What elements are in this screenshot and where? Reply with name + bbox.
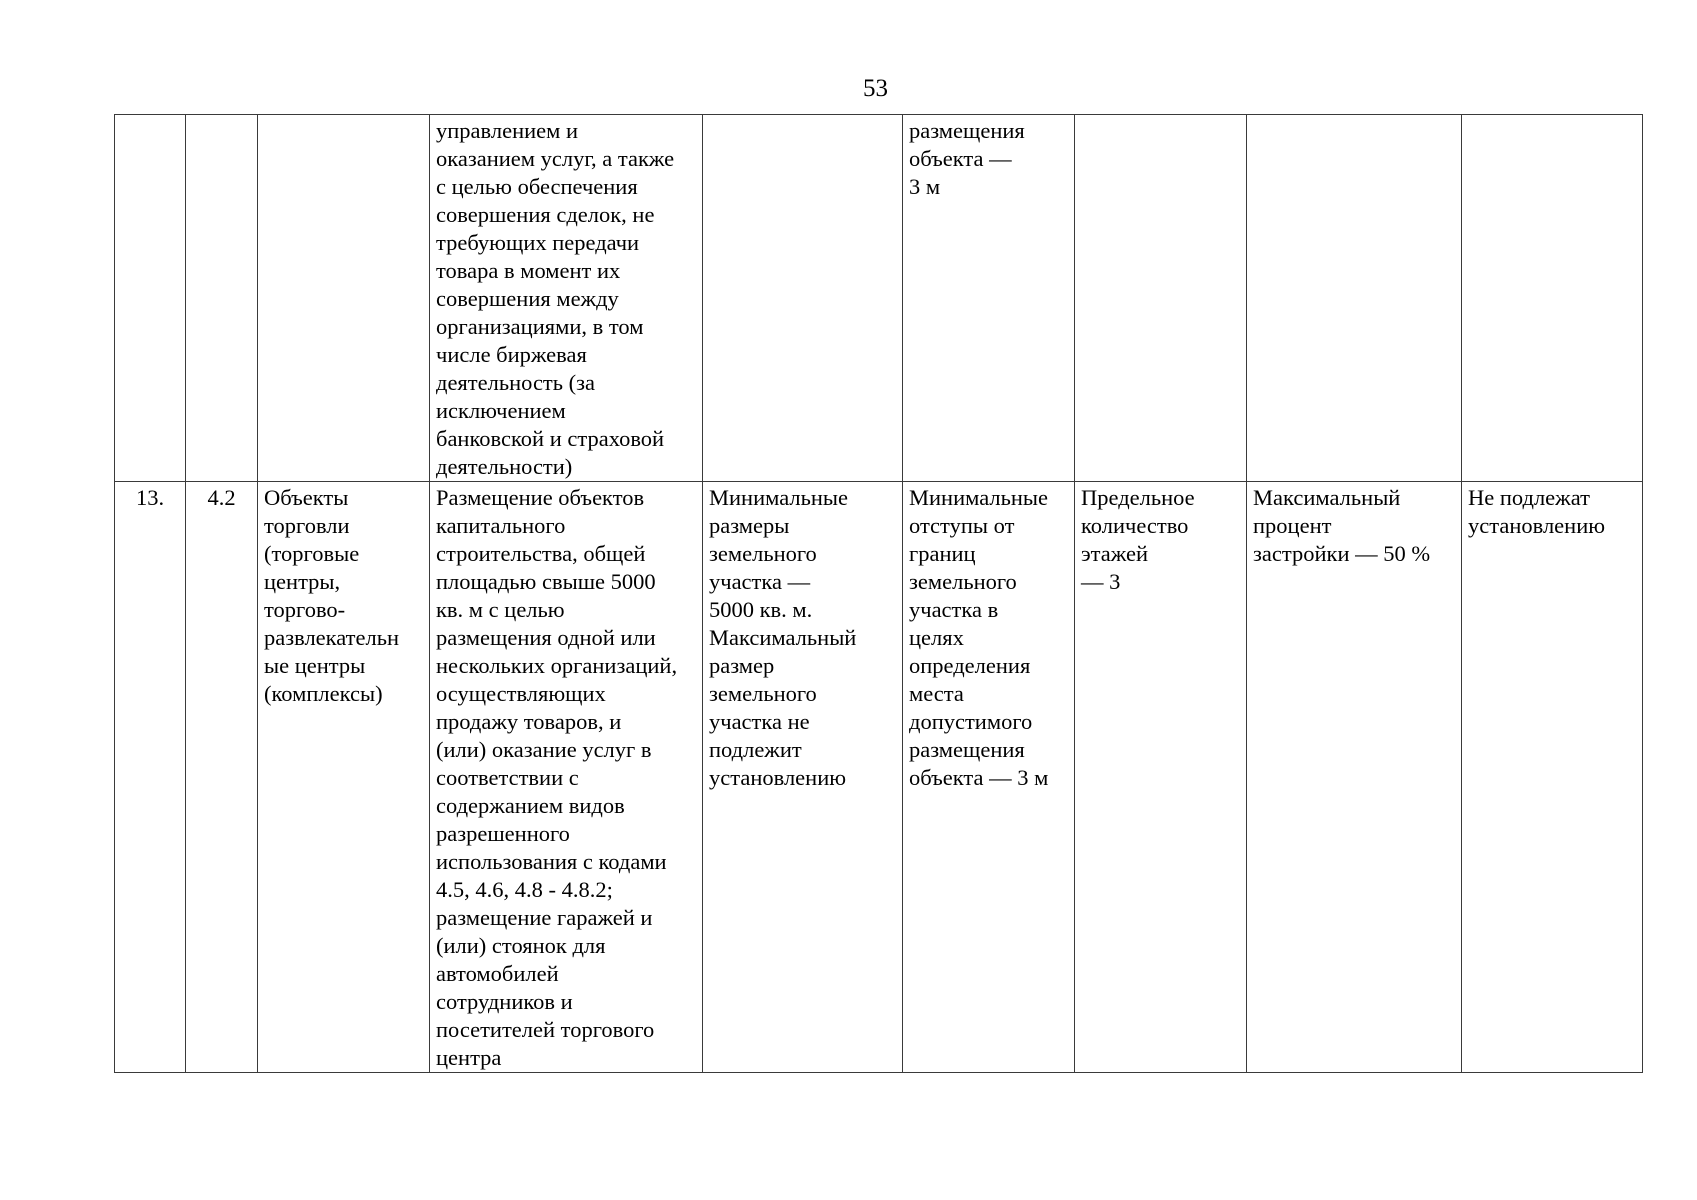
other-params-cell: Не подлежат установлению [1462,482,1643,1073]
floors-cell: Предельное количество этажей — 3 [1075,482,1247,1073]
use-name-cell: Объекты торговли (торговые центры, торгово- развлекательн ые центры (комплексы) [258,482,430,1073]
plot-size-cell: Минимальные размеры земельного участка — 5000 кв. м. Максимальный размер земельного участка не подлежит установлению [703,482,903,1073]
page-number: 53 [863,75,888,102]
coverage-cell [1247,115,1462,482]
table-row-continuation [115,115,1643,482]
zoning-table [114,114,1643,1073]
use-description-cell: Размещение объектов капитального строительства, общей площадью свыше 5000 кв. м с целью размещения одной или нескольких организаций, осуществляющих продажу товаров, и (или) оказание услуг в соответствии с содержанием видов разрешенного использования с кодами 4.5, 4.6, 4.8 - 4.8.2; размещение гаражей и (или) стоянок для автомобилей сотрудников и посетителей торгового центра [430,482,703,1073]
setbacks-cell: Минимальные отступы от границ земельного участка в целях определения места допустимого размещения объекта — 3 м [903,482,1075,1073]
table-row [115,482,1643,1073]
plot-size-cell [703,115,903,482]
row-number-cell: 13. [115,482,186,1073]
floors-cell [1075,115,1247,482]
coverage-cell: Максимальный процент застройки — 50 % [1247,482,1462,1073]
use-code-cell [186,115,258,482]
use-code-cell: 4.2 [186,482,258,1073]
use-description-cell: управлением и оказанием услуг, а также с целью обеспечения совершения сделок, не требующих передачи товара в момент их совершения между организациями, в том числе биржевая деятельность (за исключением банковской и страховой деятельности) [430,115,703,482]
other-params-cell [1462,115,1643,482]
use-name-cell [258,115,430,482]
row-number-cell [115,115,186,482]
setbacks-cell: размещения объекта — 3 м [903,115,1075,482]
